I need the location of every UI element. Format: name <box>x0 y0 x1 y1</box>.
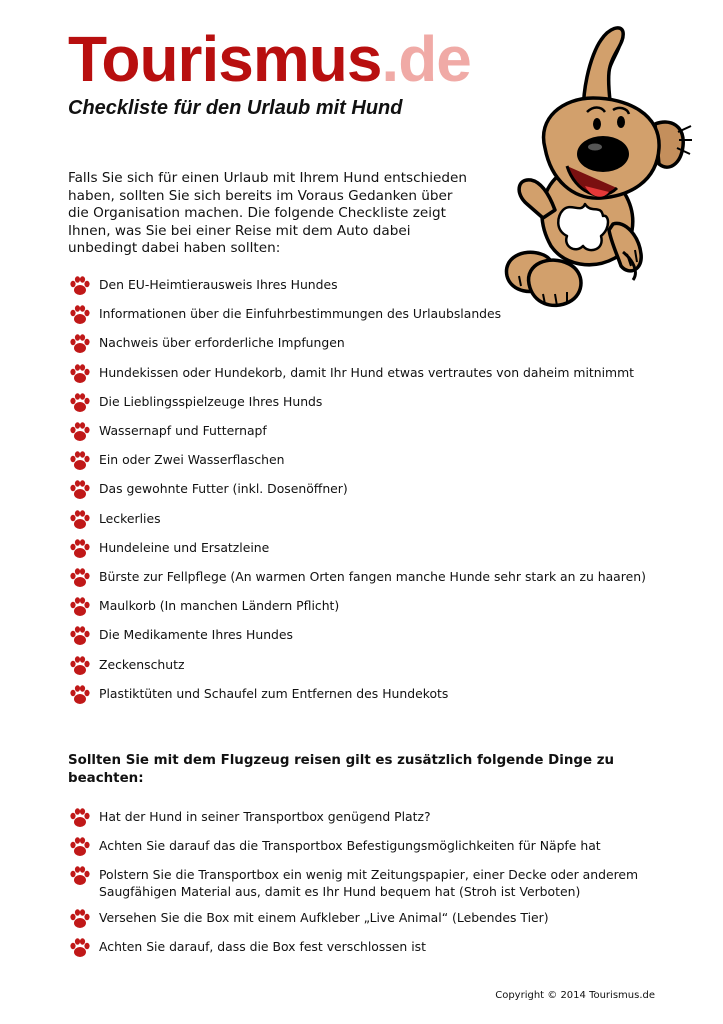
list-item <box>68 685 654 707</box>
list-item-text: Achten Sie darauf, dass die Box fest verschlossen ist <box>99 939 426 954</box>
list-item-text: Die Lieblingsspielzeuge Ihres Hunds <box>99 393 323 409</box>
paw-icon <box>68 362 92 386</box>
list-item <box>68 510 654 532</box>
list-item <box>68 451 654 473</box>
list-item-text: Ein oder Zwei Wasserflaschen <box>99 452 285 468</box>
paw-icon <box>68 420 92 444</box>
list-item-text: Die Medikamente Ihres Hundes <box>99 627 293 643</box>
list-item <box>68 539 654 561</box>
list-item-text: Bürste zur Fellpflege (An warmen Orten fangen manche Hunde sehr stark an zu haaren) <box>99 569 646 584</box>
paw-icon <box>68 303 92 327</box>
list-item-text: Plastiktüten und Schaufel zum Entfernen des Hundekots <box>99 685 449 701</box>
logo-main: Tourismus <box>68 23 382 95</box>
paw-icon <box>68 274 92 298</box>
list-item-text: Maulkorb (In manchen Ländern Pflicht) <box>99 598 340 614</box>
list-item-text: Zeckenschutz <box>99 656 185 672</box>
paw-icon <box>68 683 92 707</box>
list-item <box>68 305 654 327</box>
list-item-text: Versehen Sie die Box mit einem Aufkleber „Live Animal“ (Lebendes Tier) <box>99 910 549 925</box>
copyright: Copyright © 2014 Tourismus.de <box>495 990 655 1001</box>
list-item-text: Das gewohnte Futter (inkl. Dosenöffner) <box>99 481 348 497</box>
paw-icon <box>68 907 92 931</box>
paw-icon <box>68 864 92 888</box>
logo-tld: .de <box>381 23 471 95</box>
paw-icon <box>68 508 92 532</box>
list-item-text: Nachweis über erforderliche Impfungen <box>99 335 345 351</box>
list-item <box>68 276 654 298</box>
paw-icon <box>68 566 92 590</box>
list-item <box>68 626 654 648</box>
list-item-text: Polstern Sie die Transportbox ein wenig mit Zeitungspapier, einer Decke oder anderem Saugfähigen Material aus, damit es Ihr Hund bequem hat (Stroh ist Verboten) <box>99 867 639 899</box>
list-item <box>68 656 654 678</box>
paw-icon <box>68 332 92 356</box>
list-item <box>68 909 654 931</box>
intro-paragraph: Falls Sie sich für einen Urlaub mit Ihrem Hund entschieden haben, sollten Sie sich bereits im Voraus Gedanken über die Organisation machen. Die folgende Checkliste zeigt Ihnen, was Sie bei einer Reise mit dem Auto dabei unbedingt dabei haben sollten: <box>68 170 467 256</box>
list-item-text: Wassernapf und Futternapf <box>99 423 267 438</box>
list-item-text: Hundeleine und Ersatzleine <box>99 539 270 555</box>
paw-icon <box>68 449 92 473</box>
list-item <box>68 568 654 590</box>
paw-icon <box>68 936 92 960</box>
paw-icon <box>68 835 92 859</box>
list-item-text: Informationen über die Einfuhrbestimmungen des Urlaubslandes <box>99 306 502 322</box>
list-item <box>68 597 654 619</box>
paw-icon <box>68 537 92 561</box>
list-item <box>68 866 654 900</box>
paw-icon <box>68 478 92 502</box>
list-item-text: Den EU-Heimtierausweis Ihres Hundes <box>99 277 338 292</box>
list-item-text: Hundekissen oder Hundekorb, damit Ihr Hund etwas vertrautes von daheim mitnimmt <box>99 364 635 380</box>
list-item-text: Achten Sie darauf das die Transportbox Befestigungsmöglichkeiten für Näpfe hat <box>99 838 601 853</box>
list-item <box>68 808 654 830</box>
list-item <box>68 422 654 444</box>
section-heading-flight: Sollten Sie mit dem Flugzeug reisen gilt es zusätzlich folgende Dinge zu beachten: <box>68 753 615 786</box>
page-title: Checkliste für den Urlaub mit Hund <box>68 97 403 119</box>
list-item <box>68 938 654 960</box>
list-item <box>68 334 654 356</box>
list-item <box>68 480 654 502</box>
paw-icon <box>68 654 92 678</box>
paw-icon <box>68 391 92 415</box>
paw-icon <box>68 595 92 619</box>
paw-icon <box>68 624 92 648</box>
list-item <box>68 837 654 859</box>
list-item-text: Leckerlies <box>99 510 161 526</box>
logo <box>68 24 471 94</box>
list-item <box>68 393 654 415</box>
cartoon-dog-illustration <box>493 14 693 314</box>
list-item-text: Hat der Hund in seiner Transportbox genügend Platz? <box>99 809 431 824</box>
list-item <box>68 364 654 386</box>
paw-icon <box>68 806 92 830</box>
